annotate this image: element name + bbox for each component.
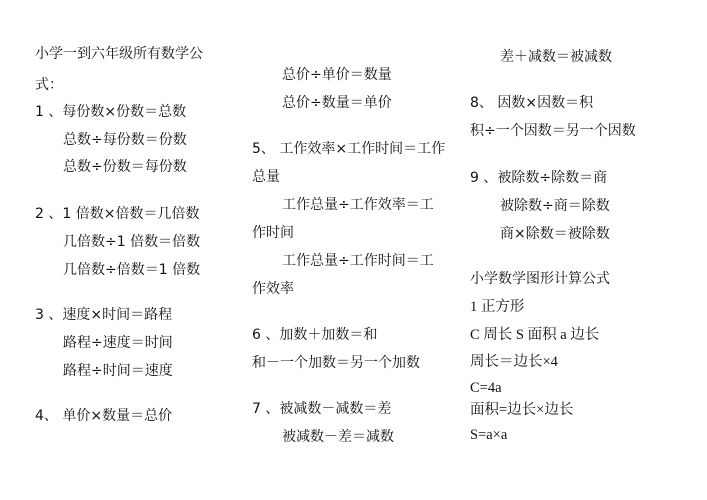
formula-1-heading: 1 、每份数×份数＝总数 [35,104,187,120]
formula-7-heading: 7 、被减数－减数＝差 [252,401,392,417]
formula-line: 路程÷时间＝速度 [63,363,173,379]
formula-line: 和－一个加数＝另一个加数 [252,355,420,371]
doc-title-line2: 式： [35,77,63,93]
formula-line: 差＋减数＝被减数 [500,49,612,65]
formula-line: 周长＝边长×4 [470,354,558,370]
formula-line: 工作总量÷工作时间＝工 [282,253,434,269]
doc-title-line1: 小学一到六年级所有数学公 [35,46,203,62]
formula-8-heading: 8、 因数×因数＝积 [470,95,594,111]
formula-line: 被减数－差＝减数 [282,429,394,445]
formula-line: 总量 [252,169,280,185]
formula-line: 作效率 [252,281,294,297]
formula-line: C=4a [470,380,502,396]
formula-line: 积÷一个因数＝另一个因数 [470,123,636,139]
subsection-square: 1 正方形 [470,299,525,315]
section-heading-geometry: 小学数学图形计算公式 [470,271,610,287]
formula-line: 总价÷数量＝单价 [282,95,392,111]
formula-2-heading: 2 、1 倍数×倍数＝几倍数 [35,206,200,222]
formula-line: S=a×a [470,427,508,443]
formula-line: 工作总量÷工作效率＝工 [282,197,434,213]
formula-line: 作时间 [252,225,294,241]
formula-line: 几倍数÷1 倍数＝倍数 [63,234,201,250]
symbol-legend: C 周长 S 面积 a 边长 [470,327,600,343]
formula-6-heading: 6 、加数＋加数＝和 [252,327,378,343]
formula-5-heading: 5、 工作效率×工作时间＝工作 [252,141,446,157]
formula-line: 路程÷速度＝时间 [63,335,173,351]
formula-line: 商×除数＝被除数 [500,226,610,242]
formula-line: 总价÷单价＝数量 [282,67,392,83]
formula-line: 面积=边长×边长 [470,402,574,418]
formula-3-heading: 3 、速度×时间＝路程 [35,307,173,323]
formula-line: 总数÷每份数＝份数 [63,132,187,148]
formula-4-heading: 4、 单价×数量＝总价 [35,408,173,424]
formula-9-heading: 9 、被除数÷除数＝商 [470,170,608,186]
formula-line: 几倍数÷倍数＝1 倍数 [63,262,201,278]
formula-line: 被除数÷商＝除数 [500,198,610,214]
formula-line: 总数÷份数＝每份数 [63,159,187,175]
